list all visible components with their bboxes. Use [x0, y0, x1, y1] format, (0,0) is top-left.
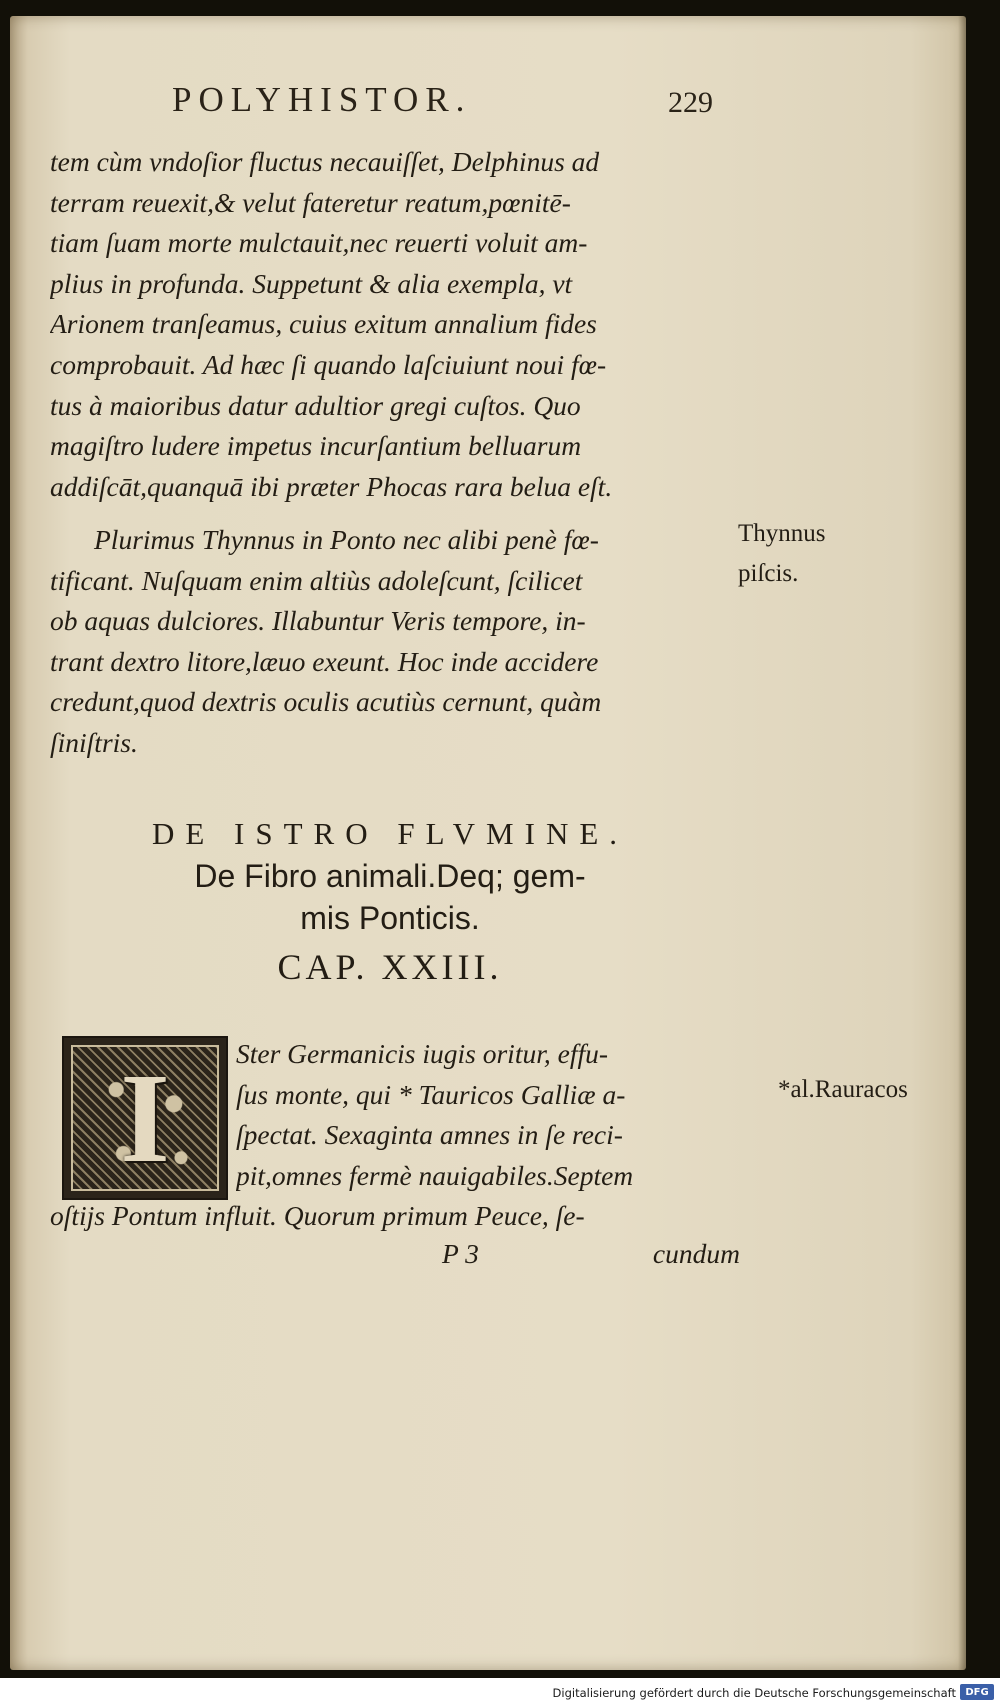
chapter-subtitle-line1: De Fibro animali.Deq; gem- [194, 858, 586, 894]
text-line: ſiniſtris. [50, 726, 138, 758]
marginal-note-thynnus: Thynnus [738, 520, 826, 547]
text-line: comprobauit. Ad hæc ſi quando laſciuiunt noui fœ- [50, 348, 607, 380]
text-line: plius in profunda. Suppetunt & alia exempla, vt [50, 267, 573, 299]
signature-mark: P 3 [442, 1238, 479, 1269]
paragraph-ister-full [50, 1196, 730, 1237]
paragraph-ister-indented [236, 1034, 736, 1196]
chapter-subtitle-line2: mis Ponticis. [300, 900, 480, 936]
text-line: oſtijs Pontum influit. Quorum primum Peuce, ſe- [50, 1200, 585, 1231]
credit-text: Digitalisierung gefördert durch die Deutsche Forschungsgemeinschaft [552, 1686, 956, 1700]
text-line: tem cùm vndoſior fluctus necauiſſet, Delphinus ad [50, 146, 600, 177]
text-line: Arionem tranſeamus, cuius exitum annalium fides [50, 308, 597, 340]
text-line: trant dextro litore,læuo exeunt. Hoc inde accidere [50, 645, 599, 677]
text-line: Plurimus Thynnus in Ponto nec alibi penè fœ- [94, 524, 599, 555]
text-line: pit,omnes fermè nauigabiles.Septem [236, 1159, 634, 1191]
marginal-note-piscis: piſcis. [738, 560, 799, 587]
paragraph-thynnus [50, 520, 730, 764]
text-line: ſpectat. Sexaginta amnes in ſe reci- [236, 1119, 623, 1151]
text-line: credunt,quod dextris oculis acutiùs cernunt, quàm [50, 686, 602, 718]
page-number: 229 [668, 86, 713, 119]
digitization-credit [0, 1680, 1000, 1706]
text-line: Ster Germanicis iugis oritur, effu- [236, 1038, 609, 1069]
paragraph-delphinus [50, 142, 730, 507]
text-line: ob aquas dulciores. Illabuntur Veris tempore, in- [50, 605, 586, 637]
catchword: cundum [652, 1238, 740, 1269]
initial-letter: I [120, 1046, 170, 1189]
text-line: tiam ſuam morte mulctauit,nec reuerti voluit am- [50, 227, 588, 259]
chapter-number: CAP. XXIII. [277, 947, 503, 987]
dfg-logo: DFG [960, 1684, 994, 1700]
decorated-initial [62, 1036, 228, 1200]
text-line: ſus monte, qui * Tauricos Galliæ a- [236, 1078, 626, 1110]
text-line: terram reuexit,& velut fateretur reatum,pœnitē- [50, 186, 571, 218]
marginal-note-rauraci: *al.Rauracos [778, 1076, 908, 1103]
text-line: addiſcāt,quanquā ibi præter Phocas rara belua eſt. [50, 470, 613, 502]
chapter-title: DE ISTRO FLVMINE. [151, 816, 629, 851]
page-edge-shadow [958, 16, 966, 1670]
text-line: tus à maioribus datur adultior gregi cuſtos. Quo [50, 389, 581, 421]
footer-line [50, 1238, 740, 1278]
text-line: magiſtro ludere impetus incurſantium belluarum [50, 430, 582, 462]
running-head: POLYHISTOR. [172, 80, 472, 119]
text-line: tificant. Nuſquam enim altiùs adoleſcunt, ſcilicet [50, 564, 583, 596]
